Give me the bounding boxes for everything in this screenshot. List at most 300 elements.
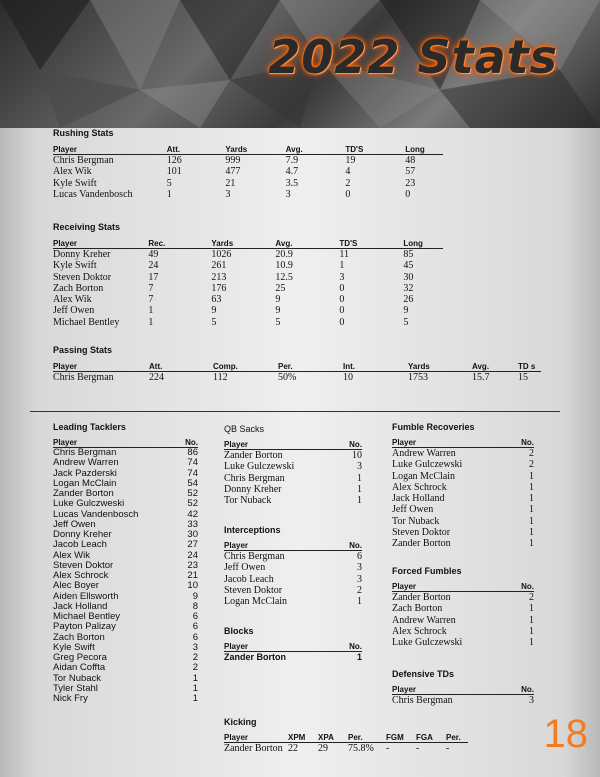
stat-value: 29	[318, 743, 328, 754]
player-name: Alex Schrock	[53, 570, 109, 581]
player-name: Nick Fry	[53, 693, 88, 704]
table-header-row	[53, 358, 541, 372]
stat-value: 12.5	[275, 271, 293, 283]
passing-stats-table	[53, 358, 541, 383]
player-name: Luke Gulczewski	[392, 459, 463, 471]
stat-value: 0	[339, 316, 345, 328]
stat-value: 3	[192, 641, 198, 653]
stat-value: 48	[405, 155, 416, 166]
stat-value: 20.9	[275, 249, 293, 260]
column-header: Att.	[167, 141, 226, 155]
table-row	[53, 663, 198, 673]
stat-value: 1	[529, 515, 534, 527]
stat-value: 52	[187, 488, 198, 499]
stat-value: 75.8%	[348, 743, 374, 754]
stat-value: 11	[339, 249, 350, 260]
table-row	[392, 504, 534, 515]
table-row	[392, 493, 534, 504]
player-name: Donny Kreher	[53, 249, 111, 260]
stat-value: 86	[187, 447, 198, 458]
table-row	[53, 694, 198, 704]
column-header: No.	[332, 537, 362, 551]
defensive-tds-table	[392, 681, 534, 706]
table-header-row	[53, 434, 198, 448]
stat-value: 101	[166, 166, 182, 178]
stat-value: 85	[403, 249, 414, 260]
table-header-row	[53, 235, 443, 249]
stat-value: 4.7	[285, 166, 299, 178]
column-header: Player	[224, 729, 288, 743]
column-header: XPA	[318, 729, 348, 743]
stat-value: 27	[187, 539, 198, 551]
stat-value: 2	[192, 652, 198, 663]
column-header: Long	[403, 235, 443, 249]
table-row	[53, 317, 443, 328]
player-name: Donny Kreher	[224, 483, 282, 495]
column-header: No.	[504, 681, 534, 695]
stat-value: 21	[225, 177, 236, 189]
stat-value: 63	[211, 294, 222, 306]
stat-value: 3	[357, 562, 362, 574]
column-header: Per.	[278, 358, 343, 372]
stat-value: 2	[192, 662, 198, 674]
stat-value: 10	[187, 580, 198, 592]
kicking-title: Kicking	[224, 717, 257, 727]
column-header: Yards	[408, 358, 472, 372]
table-row	[53, 166, 443, 177]
player-name: Steven Doktor	[53, 559, 114, 571]
stat-value: 26	[403, 294, 414, 306]
table-row	[392, 626, 534, 637]
column-header: No.	[332, 638, 362, 652]
stat-value: 54	[187, 477, 198, 489]
table-row	[53, 260, 443, 271]
rushing-stats-title: Rushing Stats	[53, 128, 114, 138]
blocks-title: Blocks	[224, 626, 254, 636]
stat-value: 126	[166, 155, 182, 166]
stat-value: 4	[345, 166, 351, 178]
stat-value: -	[386, 743, 390, 754]
table-row	[224, 585, 362, 596]
player-name: Chris Bergman	[53, 372, 114, 383]
stat-value: 49	[148, 249, 159, 260]
player-name: Kyle Swift	[53, 177, 97, 189]
stat-value: 1	[529, 538, 534, 550]
stat-value: 1	[357, 483, 362, 495]
column-header: No.	[504, 578, 534, 592]
player-name: Jeff Owen	[392, 504, 434, 516]
stat-value: 1026	[211, 249, 232, 260]
column-header: Player	[53, 434, 168, 448]
stat-value: 224	[149, 372, 164, 383]
stat-value: 74	[187, 457, 198, 469]
player-name: Jack Holland	[53, 600, 108, 612]
player-name: Logan McClain	[53, 477, 117, 489]
stat-value: 23	[187, 559, 198, 571]
stat-value: 22	[288, 743, 298, 754]
stat-value: 477	[225, 166, 241, 178]
column-header: Player	[53, 358, 149, 372]
stat-value: 25	[275, 282, 286, 294]
defensive-tds-title: Defensive TDs	[392, 669, 455, 679]
table-header-row	[224, 436, 362, 450]
player-name: Tyler Stahl	[53, 682, 98, 694]
table-row	[392, 615, 534, 626]
player-name: Jack Holland	[392, 493, 445, 505]
stat-value: 1	[148, 316, 154, 328]
stat-value: 5	[403, 316, 409, 328]
column-header: Avg.	[275, 235, 339, 249]
stat-value: 10	[343, 372, 353, 383]
stat-value: 0	[345, 188, 351, 200]
qb-sacks-table	[224, 436, 362, 506]
table-row	[53, 178, 443, 189]
player-name: Zach Borton	[53, 631, 105, 643]
table-row	[392, 448, 534, 460]
forced-fumbles-table	[392, 578, 534, 648]
interceptions-title: Interceptions	[224, 525, 281, 535]
stat-value: 5	[275, 316, 281, 328]
column-header: Player	[53, 235, 148, 249]
stat-value: 52	[187, 498, 198, 510]
column-header: Comp.	[213, 358, 278, 372]
column-header: FGM	[386, 729, 416, 743]
table-row	[392, 527, 534, 538]
stat-value: 1	[529, 637, 534, 649]
passing-stats-title: Passing Stats	[53, 345, 113, 355]
stat-value: 1	[529, 527, 534, 539]
player-name: Chris Bergman	[53, 447, 117, 458]
table-row	[53, 499, 198, 509]
table-header-row	[53, 141, 443, 155]
player-name: Chris Bergman	[224, 551, 285, 562]
table-header-row	[392, 681, 534, 695]
column-header: Player	[392, 434, 504, 448]
table-row	[224, 743, 468, 755]
column-header: TD s	[518, 358, 541, 372]
player-name: Steven Doktor	[224, 584, 283, 596]
player-name: Tor Nuback	[224, 495, 272, 507]
player-name: Luke Gulczweski	[53, 498, 125, 510]
stat-value: 9	[275, 294, 281, 306]
stat-value: 32	[403, 282, 414, 294]
player-name: Steven Doktor	[392, 527, 451, 539]
column-header: Player	[392, 578, 504, 592]
stat-value: 15.7	[472, 372, 490, 383]
table-row	[53, 305, 443, 316]
column-header: Per.	[348, 729, 386, 743]
table-row	[53, 581, 198, 591]
table-header-row	[392, 434, 534, 448]
stat-value: 1	[529, 614, 534, 626]
table-row	[224, 473, 362, 484]
column-header: Avg.	[472, 358, 518, 372]
stat-value: 1	[166, 188, 172, 200]
stat-value: 7	[148, 282, 154, 294]
stat-value: 1	[192, 682, 198, 694]
stat-value: 3.5	[285, 177, 299, 189]
stat-value: 23	[405, 177, 416, 189]
player-name: Jeff Owen	[53, 518, 96, 530]
stat-value: 50%	[278, 372, 297, 383]
stat-value: 1	[529, 504, 534, 516]
player-name: Aidan Coffta	[53, 662, 106, 674]
stat-value: 0	[339, 305, 345, 317]
stat-value: 30	[187, 529, 198, 540]
stat-value: 3	[357, 461, 362, 473]
column-header: No.	[504, 434, 534, 448]
stat-value: 74	[187, 467, 198, 479]
player-name: Alex Schrock	[392, 625, 447, 637]
player-name: Chris Bergman	[53, 155, 114, 166]
stat-value: 21	[187, 570, 198, 581]
table-row	[224, 574, 362, 585]
stat-value: -	[446, 743, 450, 754]
stat-value: 30	[403, 271, 414, 283]
player-name: Zander Borton	[392, 592, 451, 603]
player-name: Logan McClain	[224, 596, 288, 608]
player-name: Alex Wik	[53, 294, 92, 306]
stat-value: 24	[187, 549, 198, 561]
player-name: Jacob Leach	[53, 539, 107, 551]
stat-value: 1	[357, 472, 362, 484]
table-row	[392, 482, 534, 493]
stat-value: 6	[357, 551, 362, 562]
stat-value: 3	[357, 573, 362, 585]
column-header: Yards	[211, 235, 275, 249]
stat-value: 2	[345, 177, 351, 189]
player-name: Alex Wik	[53, 166, 92, 178]
table-row	[392, 459, 534, 470]
kicking-table	[224, 729, 468, 754]
player-name: Alec Boyer	[53, 580, 99, 592]
stat-value: 1	[529, 603, 534, 615]
player-name: Tor Nuback	[392, 515, 440, 527]
stat-value: 176	[211, 282, 227, 294]
stat-value: 2	[357, 584, 362, 596]
player-name: Aiden Ellsworth	[53, 590, 119, 602]
table-row	[392, 471, 534, 482]
player-name: Zander Borton	[392, 538, 451, 550]
stat-value: 1	[529, 481, 534, 493]
stat-value: 1	[192, 693, 198, 704]
player-name: Zander Borton	[224, 450, 283, 461]
table-row	[224, 484, 362, 495]
stat-value: 0	[405, 188, 411, 200]
stat-value: 42	[187, 508, 198, 520]
table-row	[224, 461, 362, 472]
table-row	[53, 540, 198, 550]
stat-value: 0	[339, 294, 345, 306]
stat-value: 1	[356, 652, 362, 662]
stat-value: 57	[405, 166, 416, 178]
table-row	[392, 516, 534, 527]
player-name: Donny Kreher	[53, 529, 112, 540]
player-name: Andrew Warren	[392, 448, 456, 459]
table-row	[53, 372, 541, 384]
stat-value: 6	[192, 621, 198, 633]
column-header: Player	[392, 681, 504, 695]
player-name: Kyle Swift	[53, 641, 95, 653]
player-name: Andrew Warren	[392, 614, 456, 626]
stat-value: 2	[529, 448, 534, 459]
fumble-recoveries-title: Fumble Recoveries	[392, 422, 475, 432]
stat-value: 6	[192, 611, 198, 622]
stat-value: 1	[357, 495, 362, 507]
header-banner	[0, 0, 600, 128]
player-name: Luke Gulczewski	[392, 637, 463, 649]
stat-value: 3	[339, 271, 345, 283]
table-row	[224, 562, 362, 573]
player-name: Jeff Owen	[224, 562, 266, 574]
leading-tacklers-title: Leading Tacklers	[53, 422, 126, 432]
stat-value: 1	[148, 305, 154, 317]
player-name: Kyle Swift	[53, 260, 97, 272]
player-name: Alex Wik	[53, 549, 90, 561]
interceptions-table	[224, 537, 362, 607]
stat-value: 8	[192, 600, 198, 612]
stat-value: 999	[225, 155, 241, 166]
stat-value: 0	[339, 282, 345, 294]
column-header: Per.	[446, 729, 468, 743]
player-name: Lucas Vandenbosch	[53, 508, 139, 520]
column-header: Player	[224, 537, 332, 551]
receiving-stats-title: Receiving Stats	[53, 222, 121, 232]
receiving-stats-table	[53, 235, 443, 328]
table-row	[392, 637, 534, 648]
column-header: TD'S	[345, 141, 405, 155]
page-number: 18	[543, 712, 588, 756]
stat-value: 19	[345, 155, 356, 166]
player-name: Greg Pecora	[53, 652, 107, 663]
table-header-row	[224, 537, 362, 551]
column-header: Avg.	[286, 141, 346, 155]
column-header: Int.	[343, 358, 408, 372]
rushing-stats-table	[53, 141, 443, 200]
qb-sacks-title: QB Sacks	[224, 424, 265, 434]
column-header: Yards	[225, 141, 285, 155]
player-name: Zach Borton	[392, 603, 443, 615]
stat-value: 1	[529, 625, 534, 637]
player-name: Chris Bergman	[392, 695, 453, 706]
stat-value: -	[416, 743, 420, 754]
column-header: Att.	[149, 358, 213, 372]
stat-value: 24	[148, 260, 159, 272]
page-title: 2022 Stats	[268, 30, 558, 84]
stat-value: 9	[192, 590, 198, 602]
stat-value: 5	[166, 177, 172, 189]
table-row	[392, 592, 534, 604]
stat-value: 1	[529, 470, 534, 482]
stat-value: 261	[211, 260, 227, 272]
stat-value: 1	[529, 493, 534, 505]
stat-value: 9	[211, 305, 217, 317]
stat-value: 3	[285, 188, 291, 200]
table-row	[53, 283, 443, 294]
stat-value: 3	[529, 695, 534, 706]
section-divider	[30, 411, 560, 412]
player-name: Chris Bergman	[224, 472, 285, 484]
player-name: Lucas Vandenbosch	[53, 188, 133, 200]
column-header: Player	[224, 436, 332, 450]
stat-value: 10.9	[275, 260, 293, 272]
stat-value: 15	[518, 372, 528, 383]
player-name: Zander Borton	[224, 743, 283, 754]
table-row	[392, 538, 534, 549]
fumble-recoveries-table	[392, 434, 534, 550]
table-row	[224, 551, 362, 563]
column-header: XPM	[288, 729, 318, 743]
player-name: Tor Nuback	[53, 672, 102, 684]
stat-value: 1	[339, 260, 345, 272]
table-row	[53, 294, 443, 305]
column-header: No.	[332, 436, 362, 450]
stat-value: 2	[529, 459, 534, 471]
stat-value: 2	[529, 592, 534, 603]
stat-value: 9	[403, 305, 409, 317]
stat-value: 17	[148, 271, 159, 283]
player-name: Luke Gulczewski	[224, 461, 295, 473]
table-row	[224, 596, 362, 607]
player-name: Logan McClain	[392, 470, 456, 482]
stat-value: 1	[357, 596, 362, 608]
column-header: TD'S	[339, 235, 403, 249]
player-name: Andrew Warren	[53, 457, 119, 469]
player-name: Zander Borton	[224, 652, 286, 662]
column-header: Player	[53, 141, 167, 155]
column-header: FGA	[416, 729, 446, 743]
column-header: Rec.	[148, 235, 211, 249]
stat-value: 1	[192, 672, 198, 684]
player-name: Zander Borton	[53, 488, 114, 499]
table-row	[224, 652, 362, 664]
blocks-table	[224, 638, 362, 663]
stat-value: 1753	[408, 372, 428, 383]
table-row	[53, 272, 443, 283]
stat-value: 213	[211, 271, 227, 283]
player-name: Payton Palizay	[53, 621, 116, 633]
stat-value: 9	[275, 305, 281, 317]
table-row	[53, 189, 443, 200]
stat-value: 112	[213, 372, 228, 383]
table-header-row	[392, 578, 534, 592]
forced-fumbles-title: Forced Fumbles	[392, 566, 462, 576]
table-header-row	[224, 638, 362, 652]
column-header: Long	[405, 141, 443, 155]
player-name: Steven Doktor	[53, 271, 112, 283]
table-header-row	[224, 729, 468, 743]
player-name: Jeff Owen	[53, 305, 95, 317]
player-name: Michael Bentley	[53, 316, 120, 328]
table-row	[53, 458, 198, 468]
stat-value: 33	[187, 518, 198, 530]
player-name: Zach Borton	[53, 282, 104, 294]
player-name: Jack Pazderski	[53, 467, 117, 479]
table-row	[392, 695, 534, 707]
table-row	[53, 155, 443, 167]
stat-value: 45	[403, 260, 414, 272]
table-row	[224, 495, 362, 506]
player-name: Michael Bentley	[53, 611, 121, 622]
leading-tacklers-table	[53, 434, 198, 704]
stat-value: 5	[211, 316, 217, 328]
stat-value: 10	[352, 450, 362, 461]
player-name: Jacob Leach	[224, 573, 274, 585]
table-row	[224, 450, 362, 462]
column-header: No.	[168, 434, 198, 448]
table-row	[392, 603, 534, 614]
stat-value: 7	[148, 294, 154, 306]
